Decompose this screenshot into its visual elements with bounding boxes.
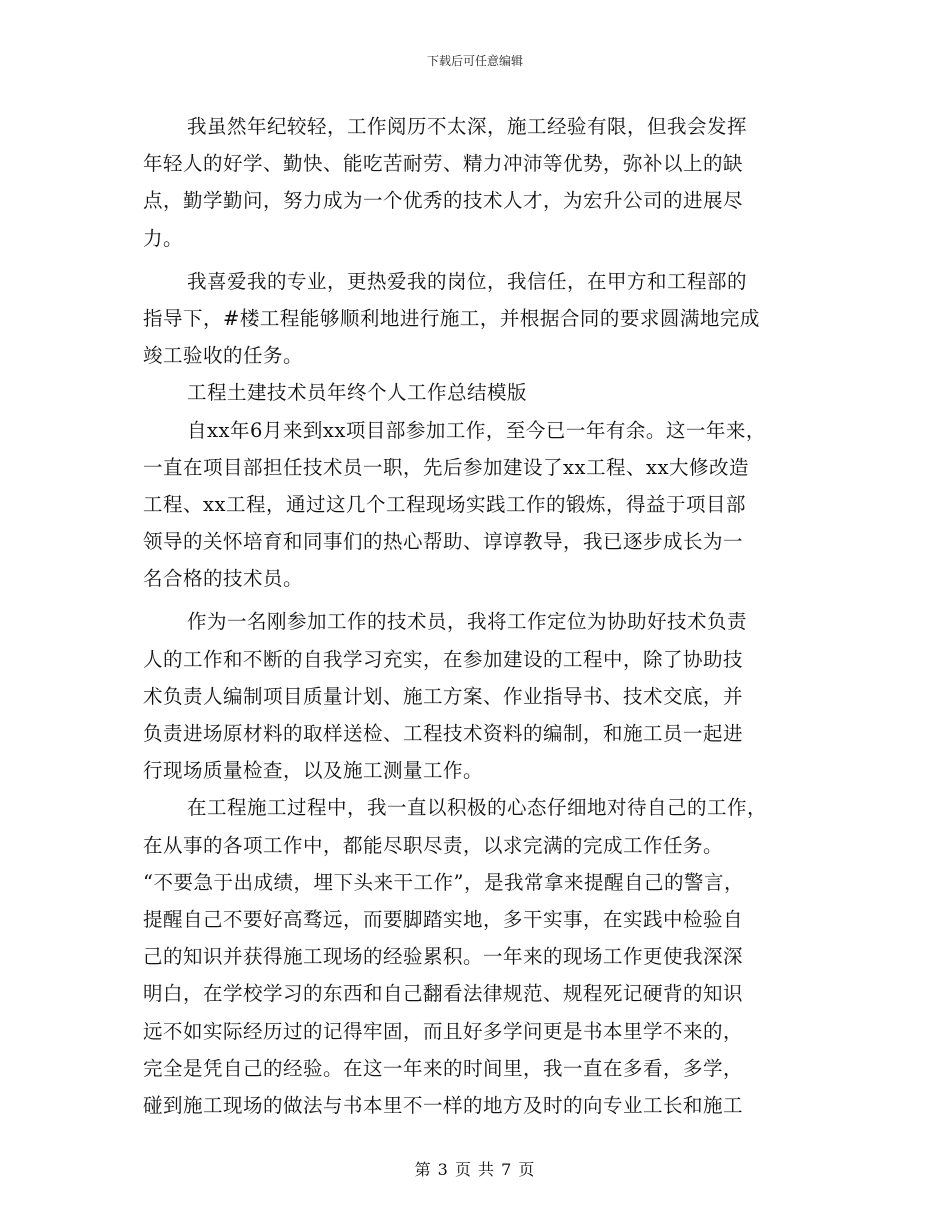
text-line: 在从事的各项工作中，都能尽职尽责，以求完满的完成工作任务。 xyxy=(143,833,724,857)
section-title xyxy=(143,374,823,411)
text-line: 负责进场原材料的取样送检、工程技术资料的编制，和施工员一起进 xyxy=(143,722,744,745)
paragraph-1 xyxy=(143,108,823,257)
text-line: 力。 xyxy=(143,226,184,250)
text-line: 人的工作和不断的自我学习充实，在参加建设的工程中，除了协助技 xyxy=(143,647,744,671)
text-line: 工程、xx工程，通过这几个工程现场实践工作的锻炼，得益于项目部 xyxy=(143,492,746,516)
text-line: 己的知识并获得施工现场的经验累积。一年来的现场工作更使我深深 xyxy=(143,945,744,969)
text-line: “不要急于出成绩，埋下头来干工作”，是我常拿来提醒自己的警言， xyxy=(143,870,744,894)
text-line: 名合格的技术员。 xyxy=(143,567,304,591)
paragraph-4 xyxy=(143,603,823,789)
paragraph-2 xyxy=(143,263,823,375)
text-line: 我喜爱我的专业，更热爱我的岗位，我信任，在甲方和工程部的 xyxy=(187,269,748,293)
text-line: 明白，在学校学习的东西和自己翻看法律规范、规程死记硬背的知识 xyxy=(143,982,744,1006)
text-line: 自xx年6月来到xx项目部参加工作，至今已一年有余。这一年来， xyxy=(187,418,766,442)
text-line: 完全是凭自己的经验。在这一年来的时间里，我一直在多看，多学， xyxy=(143,1056,744,1080)
text-line: 年轻人的好学、勤快、能吃苦耐劳、精力冲沛等优势，弥补以上的缺 xyxy=(143,152,744,176)
document-body xyxy=(143,108,823,1124)
text-line: 远不如实际经历过的记得牢固，而且好多学问更是书本里学不来的， xyxy=(143,1019,744,1043)
page-header: 下载后可任意编辑 xyxy=(426,54,523,68)
text-line: 一直在项目部担任技术员一职，先后参加建设了xx工程、xx大修改造 xyxy=(143,455,749,479)
text-line: 领导的关怀培育和同事们的热心帮助、谆谆教导，我已逐步成长为一 xyxy=(143,530,744,554)
paragraph-5 xyxy=(143,789,823,1124)
text-line: 点，勤学勤问，努力成为一个优秀的技术人才，为宏升公司的进展尽 xyxy=(143,189,744,213)
text-line: 术负责人编制项目质量计划、施工方案、作业指导书、技术交底，并 xyxy=(143,684,744,708)
text-line: 指导下，#楼工程能够顺利地进行施工，并根据合同的要求圆满地完成 xyxy=(143,306,760,330)
text-line: 作为一名刚参加工作的技术员，我将工作定位为协助好技术负责 xyxy=(187,610,748,634)
section-title-text: 工程土建技术员年终个人工作总结模版 xyxy=(187,381,528,405)
page-footer: 第 3 页 共 7 页 xyxy=(414,1160,536,1179)
text-line: 竣工验收的任务。 xyxy=(143,344,304,368)
text-line: 在工程施工过程中，我一直以积极的心态仔细地对待自己的工作， xyxy=(187,796,768,820)
paragraph-3 xyxy=(143,412,823,598)
text-line: 我虽然年纪较轻，工作阅历不太深，施工经验有限，但我会发挥 xyxy=(187,115,748,138)
text-line: 碰到施工现场的做法与书本里不一样的地方及时的向专业工长和施工 xyxy=(143,1093,744,1117)
text-line: 行现场质量检查，以及施工测量工作。 xyxy=(143,759,484,783)
text-line: 提醒自己不要好高骛远，而要脚踏实地，多干实事，在实践中检验自 xyxy=(143,907,744,931)
